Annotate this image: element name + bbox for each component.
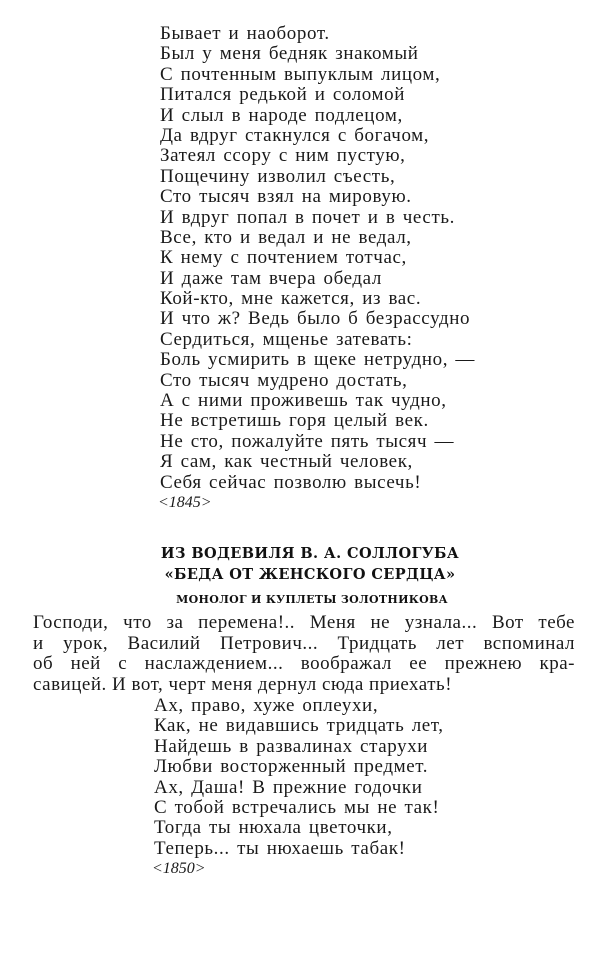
verse-line: Сто тысяч взял на мировую. bbox=[160, 186, 412, 208]
verse-line: Себя сейчас позволю высечь! bbox=[160, 471, 422, 493]
verse-line: Ах, право, хуже оплеухи, bbox=[154, 695, 379, 716]
verse-line: Тогда ты нюхала цветочки, bbox=[154, 817, 393, 839]
verse-line: Питался редькой и соломой bbox=[160, 84, 406, 106]
verse-line: И слыл в народе подлецом, bbox=[160, 104, 403, 126]
prose-line: Господи, что за перемена!.. Меня не узнала... Вот тебе bbox=[33, 612, 575, 633]
verse-line: К нему с почтением тотчас, bbox=[160, 247, 407, 269]
verse-line: Затеял ссору с ним пустую, bbox=[160, 145, 406, 167]
verse-line: С тобой встречались мы не так! bbox=[154, 796, 440, 818]
verse-line: Не сто, пожалуйте пять тысяч — bbox=[160, 430, 455, 452]
monologue-prose bbox=[33, 613, 575, 695]
verse-line: Сердиться, мщенье затевать: bbox=[160, 328, 413, 350]
prose-line: савицей. И вот, черт меня дернул сюда приехать! bbox=[33, 673, 453, 695]
verse-line: Не встретишь горя целый век. bbox=[160, 410, 429, 432]
prose-line: об ней с наслаждением... воображал ее прежнею кра- bbox=[33, 653, 575, 674]
verse-line: Найдешь в развалинах старухи bbox=[154, 735, 429, 757]
verse-line: Пощечину изволил съесть, bbox=[160, 165, 396, 187]
verse-line: Бывает и наоборот. bbox=[160, 23, 330, 44]
verse-line: Любви восторженный предмет. bbox=[154, 756, 429, 778]
verse-line: Ах, Даша! В прежние годочки bbox=[154, 776, 423, 798]
verse-line: Все, кто и ведал и не ведал, bbox=[160, 226, 412, 248]
poem-date: <1850> bbox=[152, 860, 206, 878]
verse-line: Кой-кто, мне кажется, из вас. bbox=[160, 288, 422, 310]
verse-line: Боль усмирить в щеке нетрудно, — bbox=[160, 349, 476, 371]
verse-line: Как, не видавшись тридцать лет, bbox=[154, 715, 444, 737]
verse-line: С почтенным выпуклым лицом, bbox=[160, 63, 441, 85]
poem-2-couplets bbox=[154, 696, 444, 879]
section-subtitle: МОНОЛОГ И КУПЛЕТЫ ЗОЛОТНИКОВА bbox=[176, 593, 448, 606]
verse-line: И вдруг попал в почет и в честь. bbox=[160, 206, 455, 228]
verse-line: И даже там вчера обедал bbox=[160, 267, 382, 289]
prose-line: и урок, Василий Петрович... Тридцать лет вспоминал bbox=[33, 632, 575, 654]
verse-line: Был у меня бедняк знакомый bbox=[160, 43, 419, 65]
verse-line: И что ж? Ведь было б безрассудно bbox=[160, 308, 471, 330]
poem-date: <1845> bbox=[158, 493, 212, 511]
verse-line: Теперь... ты нюхаешь табак! bbox=[154, 837, 406, 859]
verse-line: Сто тысяч мудрено достать, bbox=[160, 369, 408, 391]
verse-line: Да вдруг стакнулся с богачом, bbox=[160, 124, 430, 146]
poem-1 bbox=[160, 24, 475, 513]
verse-line: А с ними проживешь так чудно, bbox=[160, 390, 447, 412]
section-title-work: «БЕДА ОТ ЖЕНСКОГО СЕРДЦА» bbox=[164, 566, 456, 583]
section-title: ИЗ ВОДЕВИЛЯ В. А. СОЛЛОГУБА bbox=[160, 545, 460, 562]
verse-line: Я сам, как честный человек, bbox=[160, 451, 413, 473]
